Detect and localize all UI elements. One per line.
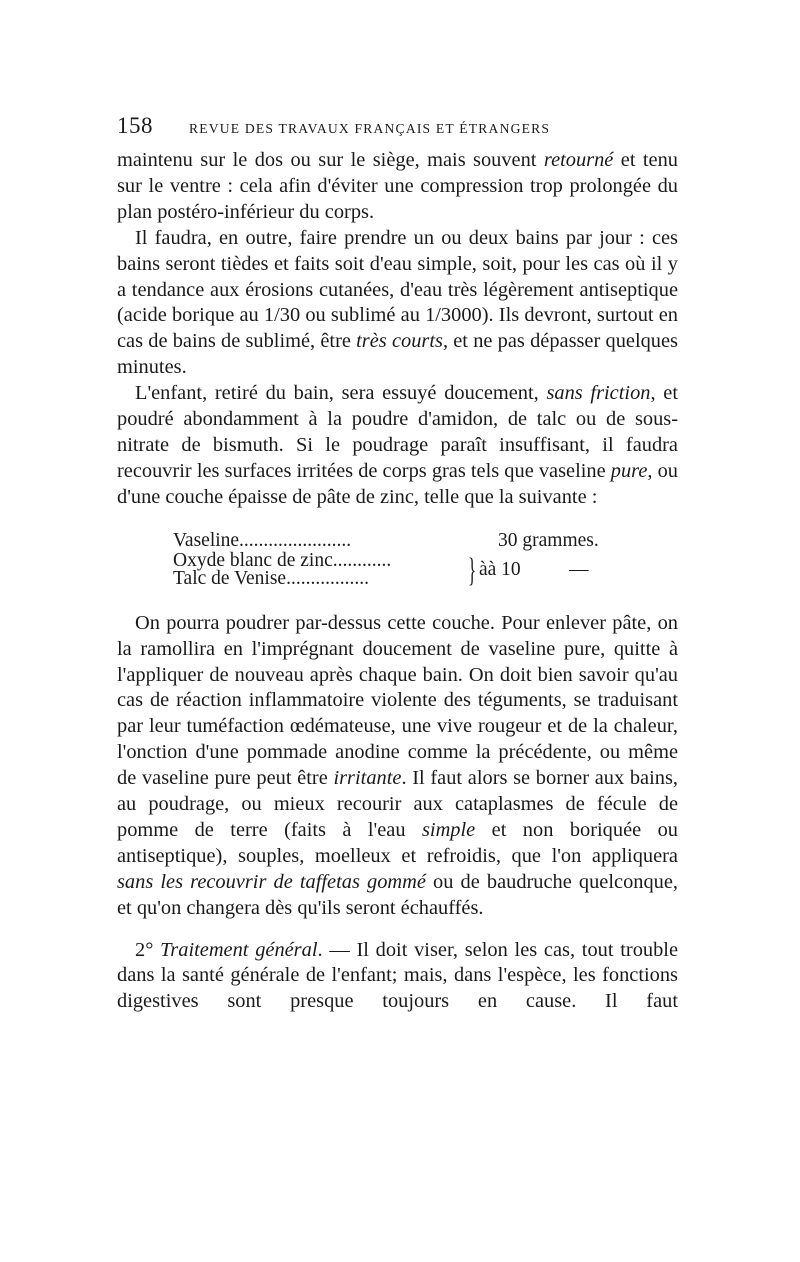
formula-row-talc: [173, 569, 369, 589]
text-run: ou de baudruche quelconque, et qu'on changera dès qu'ils seront échauffés.: [117, 870, 678, 919]
italic-run: sans friction: [546, 382, 651, 405]
formula-quantity: àà 10: [479, 558, 521, 580]
text-run: , et poudré abondamment à la poudre d'amidon, de talc ou de sous-nitrate de bismuth. Si le poudrage paraît insuffisant, il faudra recouvrir les surfaces irritées de corps gras tels que vaseline: [117, 382, 678, 482]
text-run: On pourra poudrer par-dessus cette couche. Pour enlever pâte, on la ramollira en l'imprégnant doucement de vaseline pure, quitte à l'appliquer de nouveau après chaque bain. On doit bien savoir qu'au cas de réaction inflammatoire violente des téguments, se traduisant par leur tuméfaction œdémateuse, une vive rougeur et de la chaleur, l'onction d'une pommade anodine comme la précédente, ou même de vaseline pure peut être: [117, 611, 678, 790]
text-run: maintenu sur le dos ou sur le siège, mais souvent: [117, 149, 544, 171]
paragraph-2: [117, 226, 678, 381]
paragraph-3: [117, 381, 678, 511]
formula-ingredient: Vaseline.......................: [173, 529, 352, 551]
paragraph-5: [117, 938, 678, 1016]
text-run: . — Il doit viser, selon les cas, tout trouble dans la santé générale de l'enfant; mais, dans l'espèce, les fonctions digestives sont presque toujours en cause. Il faut: [117, 938, 679, 1013]
formula-ingredient: Oxyde blanc de zinc............: [173, 549, 392, 571]
text-run: L'enfant, retiré du bain, sera essuyé doucement,: [135, 382, 547, 405]
page-number: 158: [117, 113, 153, 138]
text-run: et non boriquée ou antiseptique), souples, moelleux et refroidis, que l'on appliquera: [117, 818, 679, 867]
page-header: [117, 114, 687, 140]
formula-row-vaseline: [173, 531, 351, 551]
italic-run: retourné: [543, 149, 614, 171]
italic-run: sans les recouvrir de taffetas gommé: [117, 870, 426, 893]
text-run: . Il faut alors se borner aux bains, au poudrage, ou mieux recourir aux cataplasmes de fécule de pomme de terre (faits à l'eau: [117, 767, 679, 841]
text-run: et tenu sur le ventre : cela afin d'éviter une compression trop prolongée du plan postéro-inférieur du corps.: [117, 149, 678, 223]
italic-run: très courts: [356, 330, 443, 353]
paragraph-1: [117, 148, 678, 226]
formula-quantity: 30 grammes.: [498, 529, 599, 551]
text-run: , ou d'une couche épaisse de pâte de zinc, telle que la suivante :: [117, 459, 678, 508]
brace-symbol: }: [468, 551, 477, 589]
italic-run: simple: [421, 818, 476, 841]
section-gap: [117, 922, 678, 938]
italic-run: pure: [610, 459, 648, 482]
formula-table: [117, 531, 678, 605]
section-number: 2°: [135, 938, 161, 961]
text-run: Il faudra, en outre, faire prendre un ou deux bains par jour : ces bains seront tièdes et faits soit d'eau simple, soit, pour les cas où il y a tendance aux érosions cutanées, d'eau très légèrement antiseptique (acide borique au 1/30 ou sublimé au 1/3000). Ils devront, surtout en cas de bains de sublimé, être: [117, 226, 678, 353]
formula-dash: —: [569, 558, 589, 580]
paragraph-4: [117, 611, 678, 922]
italic-run: irritante: [333, 767, 402, 790]
text-run: , et ne pas dépasser quelques minutes.: [117, 330, 678, 379]
running-head: REVUE DES TRAVAUX FRANÇAIS ET ÉTRANGERS: [189, 121, 551, 136]
body-text: [117, 148, 678, 1015]
section-title: Traitement général: [160, 938, 318, 961]
formula-ingredient: Talc de Venise.................: [173, 567, 369, 589]
